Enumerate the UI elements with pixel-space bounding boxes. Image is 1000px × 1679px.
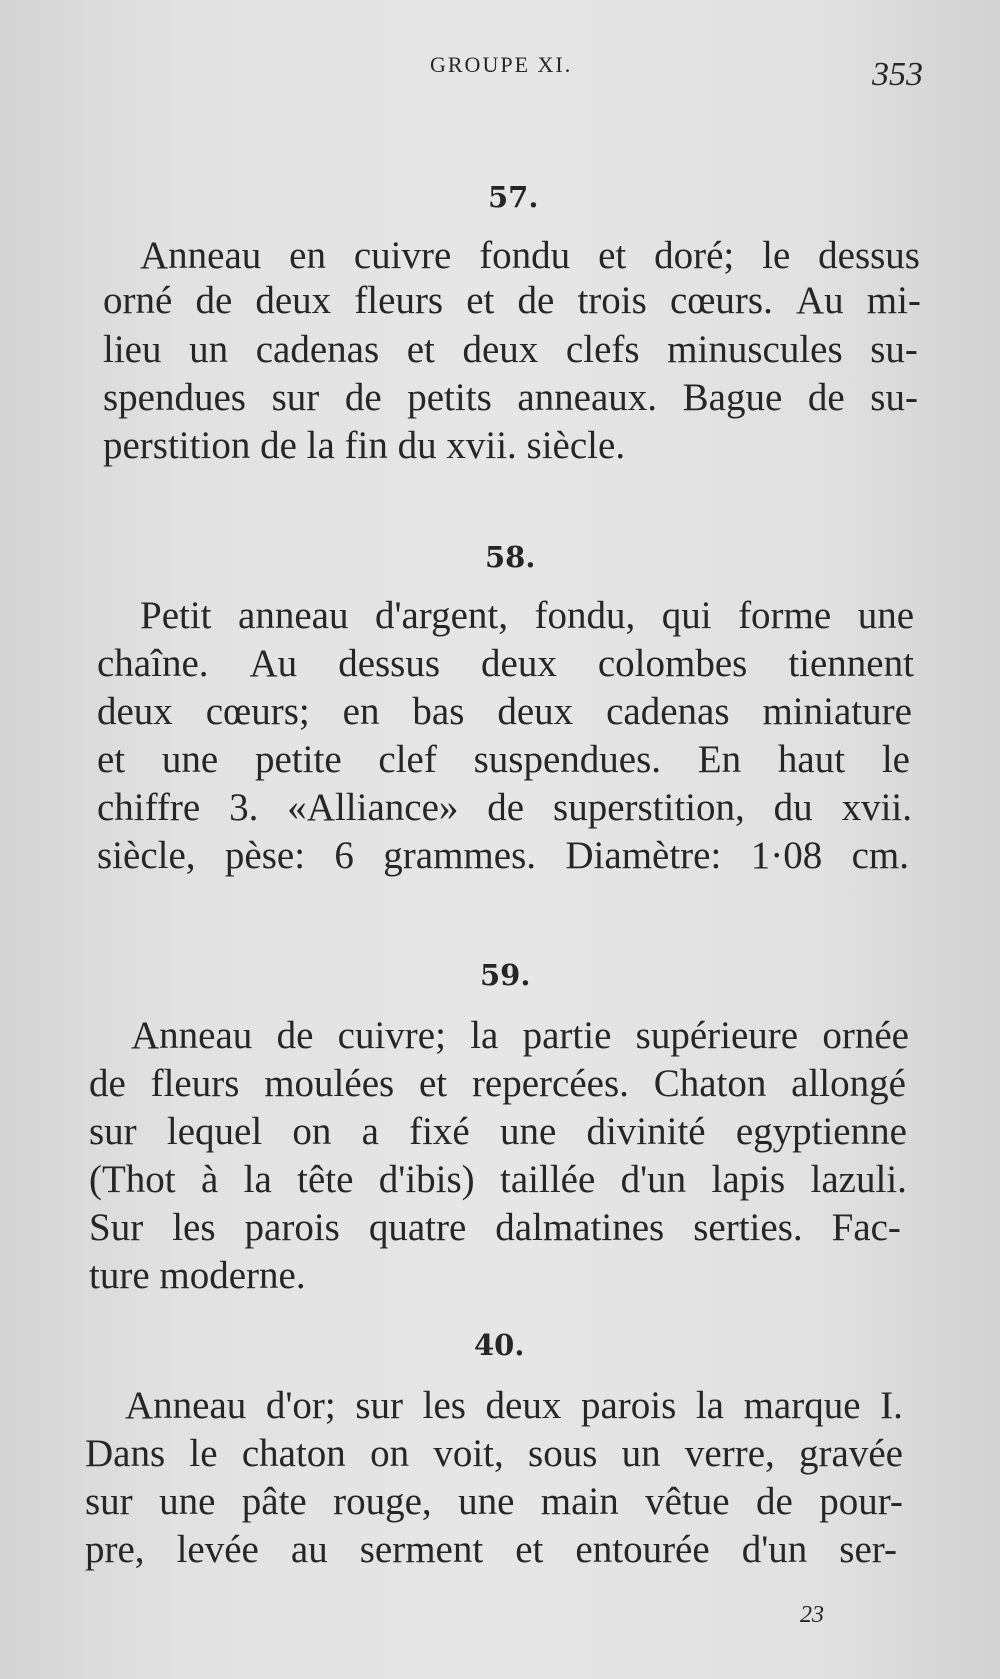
printer-signature-mark: 23 <box>800 1602 824 1628</box>
text-line: deux cœurs; en bas deux cadenas miniature <box>97 690 912 733</box>
text-line: pre, levée au serment et entourée d'un ser- <box>85 1528 897 1571</box>
entry-number: 40. <box>474 1328 525 1362</box>
text-line: Petit anneau d'argent, fondu, qui forme une <box>140 594 914 637</box>
text-line: lieu un cadenas et deux clefs minuscules su- <box>103 328 918 371</box>
text-line: chaîne. Au dessus deux colombes tiennent <box>97 642 914 685</box>
text-line: spendues sur de petits anneaux. Bague de su- <box>103 376 918 419</box>
text-line: de fleurs moulées et repercées. Chaton allongé <box>89 1062 906 1105</box>
running-head: GROUPE XI. <box>430 52 573 77</box>
text-line: Anneau en cuivre fondu et doré; le dessus <box>140 234 920 277</box>
entry-number: 57. <box>488 180 539 214</box>
text-line: et une petite clef suspendues. En haut le <box>97 738 910 781</box>
text-line: Sur les parois quatre dalmatines serties. Fac- <box>89 1206 901 1249</box>
text-line: Anneau de cuivre; la partie supérieure ornée <box>131 1014 909 1057</box>
text-line: ture moderne. <box>89 1254 306 1297</box>
text-line: chiffre 3. «Alliance» de superstition, du xvii. <box>97 786 912 829</box>
page-number: 353 <box>872 56 923 93</box>
entry-number: 58. <box>485 540 536 574</box>
text-line: Dans le chaton on voit, sous un verre, gravée <box>85 1432 903 1475</box>
text-line: siècle, pèse: 6 grammes. Diamètre: 1·08 cm. <box>97 834 909 877</box>
text-line: orné de deux fleurs et de trois cœurs. Au mi- <box>103 279 921 322</box>
text-line: (Thot à la tête d'ibis) taillée d'un lapis lazuli. <box>89 1158 907 1201</box>
text-line: sur une pâte rouge, une main vêtue de pour- <box>85 1480 903 1523</box>
text-line: sur lequel on a fixé une divinité egyptienne <box>89 1110 907 1153</box>
text-line: perstition de la fin du xvii. siècle. <box>103 424 626 467</box>
text-line: Anneau d'or; sur les deux parois la marque I. <box>125 1384 903 1427</box>
entry-number: 59. <box>480 958 531 992</box>
